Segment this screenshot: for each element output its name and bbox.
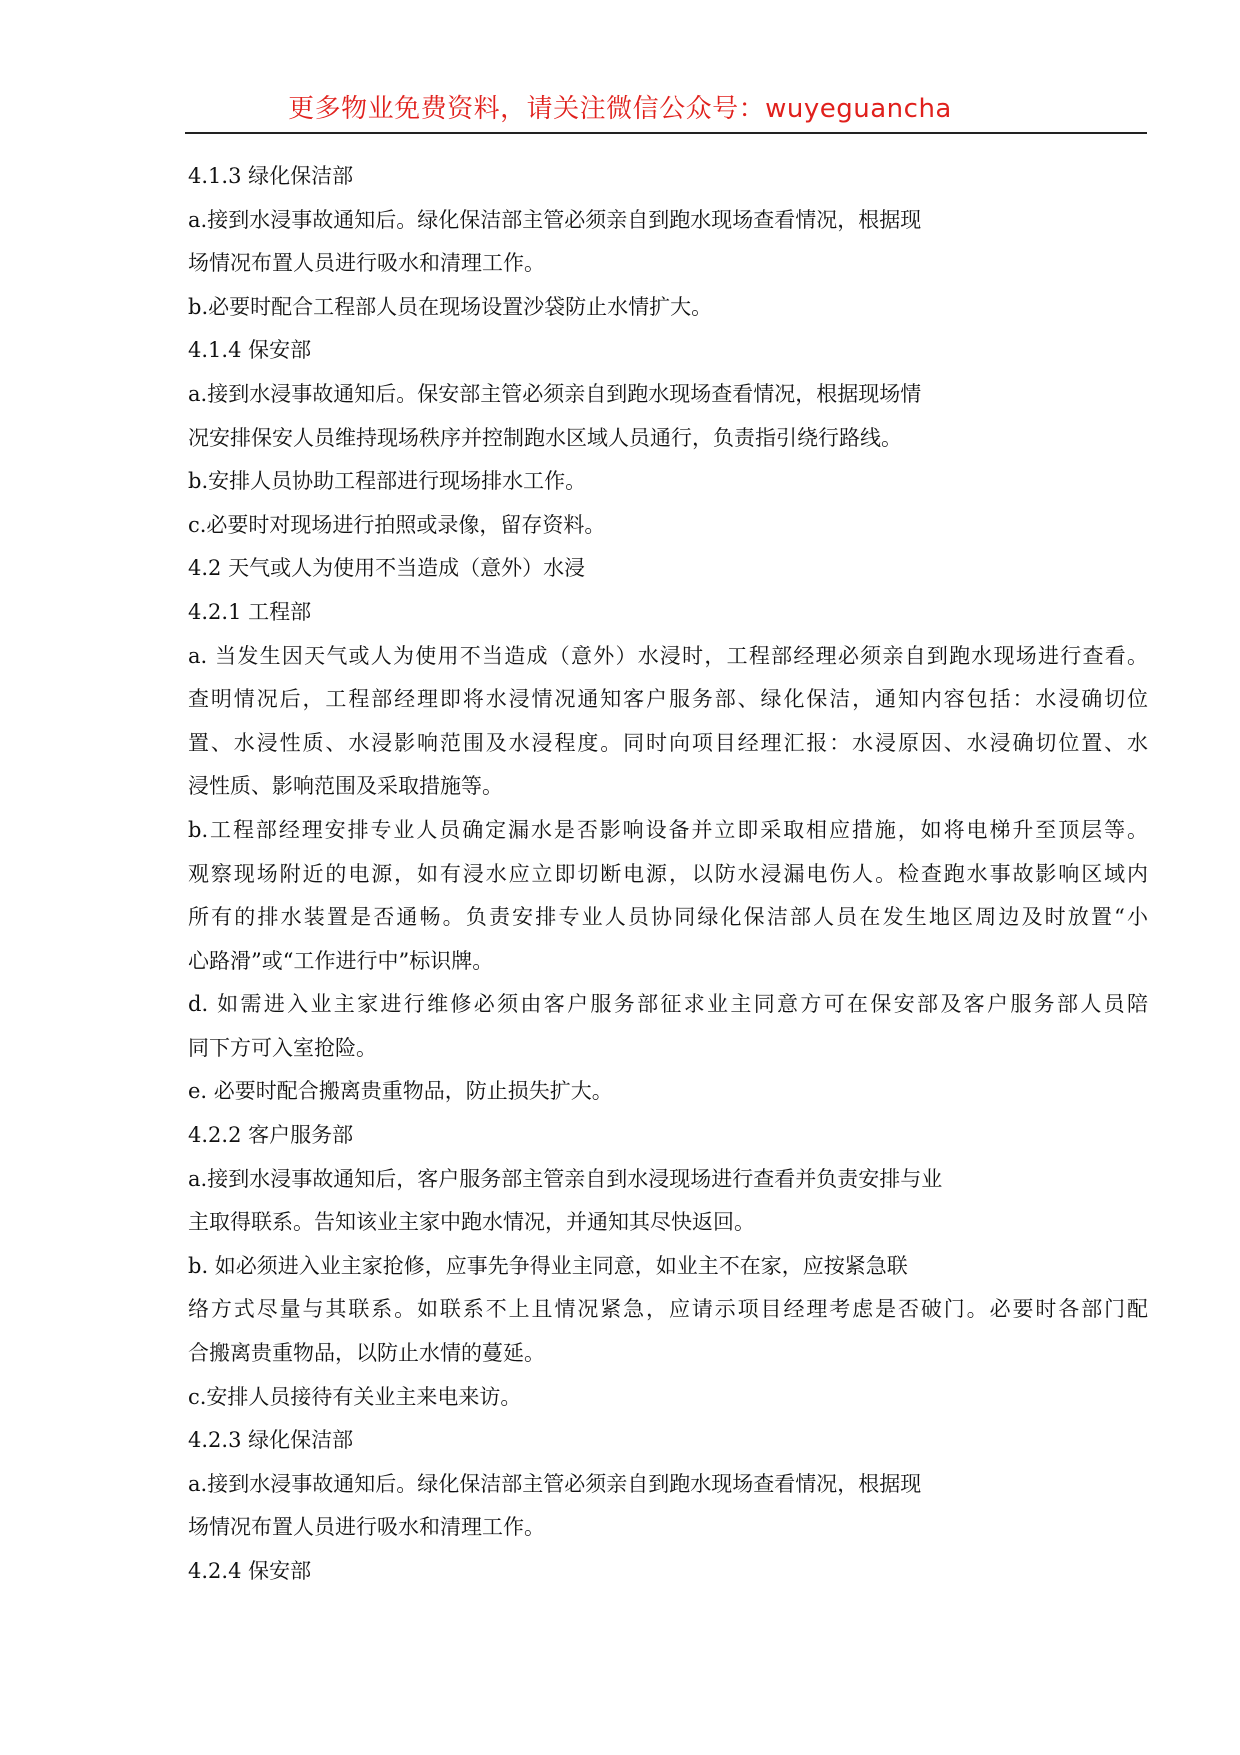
heading-4-2: 4.2 天气或人为使用不当造成（意外）水浸 <box>188 556 586 581</box>
paragraph-line: a.接到水浸事故通知后。绿化保洁部主管必须亲自到跑水现场查看情况，根据现 <box>188 1471 922 1496</box>
page-header-promo: 更多物业免费资料，请关注微信公众号：wuyeguancha <box>288 94 952 124</box>
paragraph-line: 心路滑”或“工作进行中”标识牌。 <box>188 948 494 973</box>
paragraph-line: 浸性质、影响范围及采取措施等。 <box>188 774 503 799</box>
paragraph-line: c.必要时对现场进行拍照或录像，留存资料。 <box>188 512 606 537</box>
heading-4-2-1: 4.2.1 工程部 <box>188 599 312 624</box>
header-divider <box>185 132 1147 134</box>
paragraph-line: c.安排人员接待有关业主来电来访。 <box>188 1384 522 1409</box>
heading-4-2-2: 4.2.2 客户服务部 <box>188 1123 354 1148</box>
paragraph-line: 络方式尽量与其联系。如联系不上且情况紧急，应请示项目经理考虑是否破门。必要时各部门配 <box>188 1297 1148 1322</box>
paragraph-line: a. 当发生因天气或人为使用不当造成（意外）水浸时，工程部经理必须亲自到跑水现场进行查看。 <box>188 643 1148 668</box>
paragraph-line: 场情况布置人员进行吸水和清理工作。 <box>188 1515 545 1540</box>
paragraph-line: 主取得联系。告知该业主家中跑水情况，并通知其尽快返回。 <box>188 1210 755 1235</box>
heading-4-1-4: 4.1.4 保安部 <box>188 338 312 363</box>
heading-4-1-3: 4.1.3 绿化保洁部 <box>188 164 354 188</box>
paragraph-line: 观察现场附近的电源，如有浸水应立即切断电源，以防水浸漏电伤人。检查跑水事故影响区域内 <box>188 861 1148 886</box>
paragraph-line: b.工程部经理安排专业人员确定漏水是否影响设备并立即采取相应措施，如将电梯升至顶层等。 <box>188 817 1148 842</box>
paragraph-line: e. 必要时配合搬离贵重物品，防止损失扩大。 <box>188 1079 613 1104</box>
paragraph-line: 置、水浸性质、水浸影响范围及水浸程度。同时向项目经理汇报：水浸原因、水浸确切位置、水 <box>188 730 1148 755</box>
document-body <box>188 159 1148 1598</box>
paragraph-line: 同下方可入室抢险。 <box>188 1035 377 1060</box>
paragraph-line: b. 如必须进入业主家抢修，应事先争得业主同意，如业主不在家，应按紧急联 <box>188 1253 908 1278</box>
paragraph-line: d. 如需进入业主家进行维修必须由客户服务部征求业主同意方可在保安部及客户服务部人员陪 <box>188 992 1148 1017</box>
paragraph-line: b.必要时配合工程部人员在现场设置沙袋防止水情扩大。 <box>188 294 713 319</box>
paragraph-line: 合搬离贵重物品，以防止水情的蔓延。 <box>188 1341 545 1366</box>
paragraph-line: 况安排保安人员维持现场秩序并控制跑水区域人员通行，负责指引绕行路线。 <box>188 425 902 450</box>
paragraph-line: a.接到水浸事故通知后，客户服务部主管亲自到水浸现场进行查看并负责安排与业 <box>188 1166 943 1191</box>
heading-4-2-4: 4.2.4 保安部 <box>188 1559 312 1583</box>
paragraph-line: a.接到水浸事故通知后。保安部主管必须亲自到跑水现场查看情况，根据现场情 <box>188 381 922 406</box>
paragraph-line: 场情况布置人员进行吸水和清理工作。 <box>188 251 545 276</box>
paragraph-line: 查明情况后，工程部经理即将水浸情况通知客户服务部、绿化保洁，通知内容包括：水浸确切位 <box>188 687 1148 712</box>
paragraph-line: 所有的排水装置是否通畅。负责安排专业人员协同绿化保洁部人员在发生地区周边及时放置“小 <box>188 905 1148 930</box>
paragraph-line: a.接到水浸事故通知后。绿化保洁部主管必须亲自到跑水现场查看情况，根据现 <box>188 207 922 232</box>
paragraph-line: b.安排人员协助工程部进行现场排水工作。 <box>188 469 587 494</box>
heading-4-2-3: 4.2.3 绿化保洁部 <box>188 1428 354 1453</box>
